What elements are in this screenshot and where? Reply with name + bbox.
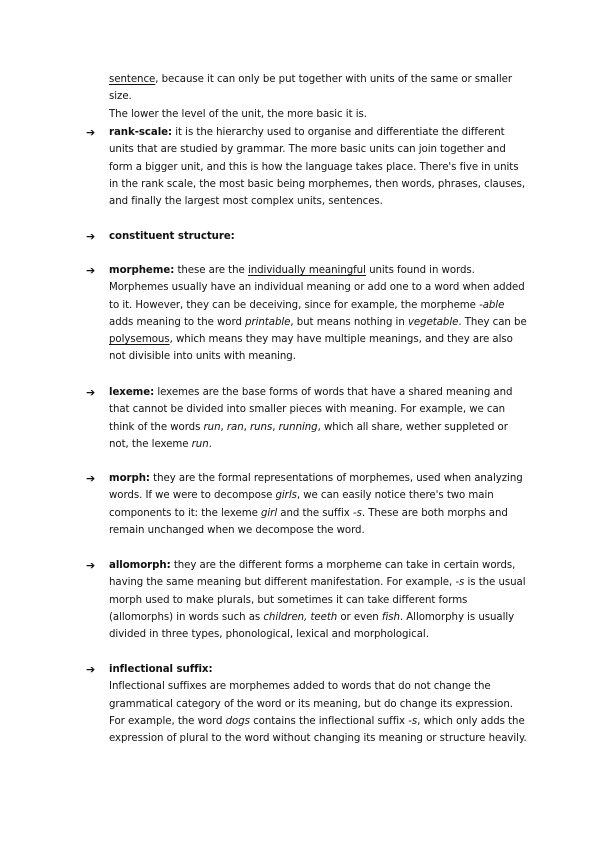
term-allomorph: allomorph: (109, 560, 171, 571)
entry-morph: morph: they are the formal representations of morphemes, used when analyzing words. If we were to decompose girls, we can easily notice there's two main components to it: the lexeme girl and the suffix -s. These are both morphs and remain unchanged when we decompose the word. (109, 473, 523, 536)
bullet-arrow-icon: ➔ (86, 264, 96, 277)
entry-allomorph: allomorph: they are the different forms a morpheme can take in certain words, having the same meaning but different manifestation. For example, -s is the usual morph used to make plurals, but sometimes it can take different forms (allomorphs) in words such as children, teeth or even fish. Allomorphy is usually divided in three types, phonological, lexical and morphological. (109, 560, 526, 641)
entry-lexeme: lexeme: lexemes are the base forms of words that have a shared meaning and that cannot be divided into smaller pieces with meaning. For example, we can think of the words run, ran, runs, running, which all share, wether suppleted or not, the lexeme run. (109, 387, 513, 450)
term-constituent-structure: constituent structure: (109, 231, 235, 242)
term-inflectional-suffix: inflectional suffix: (109, 664, 213, 675)
term-morpheme: morpheme: (109, 265, 175, 276)
underlined-polysemous: polysemous (109, 334, 170, 346)
bullet-arrow-icon: ➔ (86, 386, 96, 399)
bullet-arrow-icon: ➔ (86, 126, 96, 139)
term-rank-scale: rank-scale: (109, 127, 173, 138)
entry-constituent-structure (109, 228, 529, 245)
bullet-arrow-icon: ➔ (86, 663, 96, 676)
bullet-arrow-icon: ➔ (86, 472, 96, 485)
intro-paragraph: sentence, because it can only be put together with units of the same or smaller size. The lower the level of the unit, the more basic it is. (109, 71, 529, 123)
entry-rank-scale: rank-scale: it is the hierarchy used to organise and differentiate the different units that are studied by grammar. The more basic units can join together and form a bigger unit, and this is how the language takes place. There's five in units in the rank scale, the most basic being morphemes, then words, phrases, clauses, and finally the largest most complex units, sentences. (109, 127, 526, 208)
sentence-underlined: sentence (109, 74, 156, 85)
term-lexeme: lexeme: (109, 387, 155, 398)
entry-morpheme: morpheme: these are the individually meaningful units found in words. Morphemes usually have an individual meaning or add one to a word when added to it. However, they can be deceiving, since for example, the morpheme -able adds meaning to the word printable, but means nothing in vegetable. They can be polysemous, which means they may have multiple meanings, and they are also not divisible into units with meaning. (109, 265, 527, 363)
intro-second-line: The lower the level of the unit, the more basic it is. (109, 108, 367, 120)
underlined-phrase: individually meaningful (247, 265, 366, 276)
entry-inflectional-suffix: inflectional suffix: Inflectional suffixes are morphemes added to words that do not change the grammatical category of the word or its meaning, but do change its expression. For example, the word dogs contains the inflectional suffix -s, which only adds the expression of plural to the word without changing its meaning or structure heavily. (109, 664, 527, 745)
term-morph: morph: (109, 473, 150, 484)
bullet-arrow-icon: ➔ (86, 230, 96, 243)
bullet-arrow-icon: ➔ (86, 559, 96, 572)
